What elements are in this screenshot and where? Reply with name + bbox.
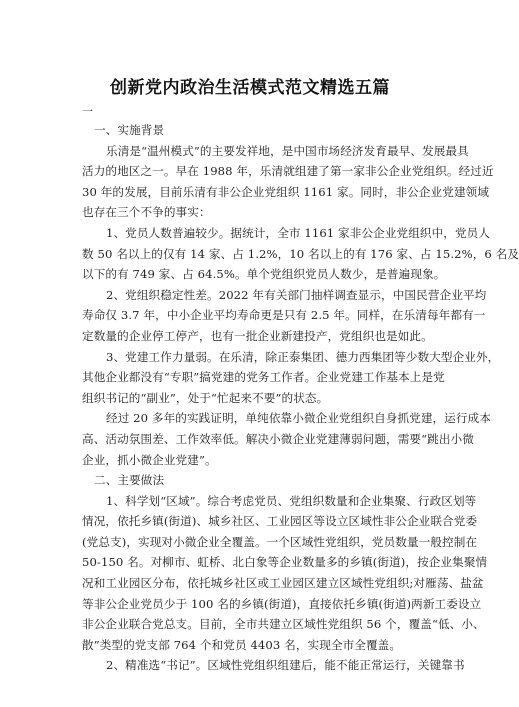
text-line: 情况，依托乡镇(街道)、城乡社区、工业园区等设立区域性非公企业联合党委 [82, 514, 478, 529]
text-line: 非公企业联合党总支。目前，全市共建立区域性党组织 56 个，覆盖“低、小、 [82, 617, 485, 632]
text-line: 50-150 名。对柳市、虹桥、北白象等企业数量多的乡镇(街道)，按企业集聚情 [82, 555, 488, 570]
text-line: 2、党组织稳定性差。2022 年有关部门抽样调查显示，中国民营企业平均 [106, 287, 487, 302]
text-line: 高、活动氛围差、工作效率低。解决小微企业党建薄弱问题，需要“跳出小微 [82, 431, 474, 446]
text-line: (党总支)，实现对小微企业全覆盖。一个区域性党组织，党员数量一般控制在 [82, 534, 478, 549]
text-line: 散”类型的党支部 764 个和党员 4403 名，实现全市全覆盖。 [82, 637, 402, 652]
text-line: 其他企业都没有“专职”搞党建的党务工作者。企业党建工作基本上是党 [82, 370, 445, 385]
document-body [82, 120, 519, 676]
document-title: 创新党内政治生活模式范文精选五篇 [110, 78, 390, 98]
text-line: 况和工业园区分布，依托城乡社区或工业园区建立区域性党组织;对雁荡、盐盆 [82, 576, 484, 591]
text-line: 2、精准选“书记”。区域性党组织组建后，能不能正常运行，关键靠书 [106, 658, 465, 673]
section-heading: 二、主要做法 [94, 473, 165, 488]
text-line: 组织书记的“副业”，处于“忙起来不要”的状态。 [82, 390, 329, 405]
text-line: 经过 20 多年的实践证明，单纯依靠小微企业党组织自身抓党建，运行成本 [106, 411, 492, 426]
text-line: 活力的地区之一。早在 1988 年，乐清就组建了第一家非公企业党组织。经过近 [82, 164, 494, 179]
section-heading: 一、实施背景 [94, 123, 165, 137]
text-line: 乐清是“温州模式”的主要发祥地，是中国市场经济发育最早、发展最具 [106, 143, 469, 158]
text-line: 以下的有 749 家、占 64.5%。单个党组织党员人数少，是普遍现象。 [82, 267, 446, 282]
text-line: 3、党建工作力量弱。在乐清，除正泰集团、德力西集团等少数大型企业外， [106, 349, 500, 364]
text-line: 数 50 名以上的仅有 14 家、占 1.2%，10 名以上的有 176 家、占 15.2%，6 名及 [82, 246, 519, 261]
text-line: 也存在三个不争的事实： [82, 205, 211, 220]
text-line: 定数量的企业停工停产，也有一批企业新建投产，党组织也是如此。 [82, 328, 433, 343]
text-line: 1、党员人数普遍较少。据统计，全市 1161 家非公企业党组织中，党员人 [106, 225, 491, 240]
section-mark: 一 [82, 105, 93, 118]
text-line: 企业，抓小微企业党建”。 [82, 452, 217, 467]
text-line: 寿命仅 3.7 年，中小企业平均寿命更是只有 2.5 年。同样，在乐清每年都有一 [82, 308, 486, 323]
text-line: 1、科学划“区域”。综合考虑党员、党组织数量和企业集聚、行政区划等 [106, 493, 477, 508]
text-line: 30 年的发展，目前乐清有非公企业党组织 1161 家。同时，非公企业党建领域 [82, 184, 490, 199]
text-line: 等非公企业党员少于 100 名的乡镇(街道)，直接依托乡镇(街道)两新工委设立 [82, 596, 482, 611]
